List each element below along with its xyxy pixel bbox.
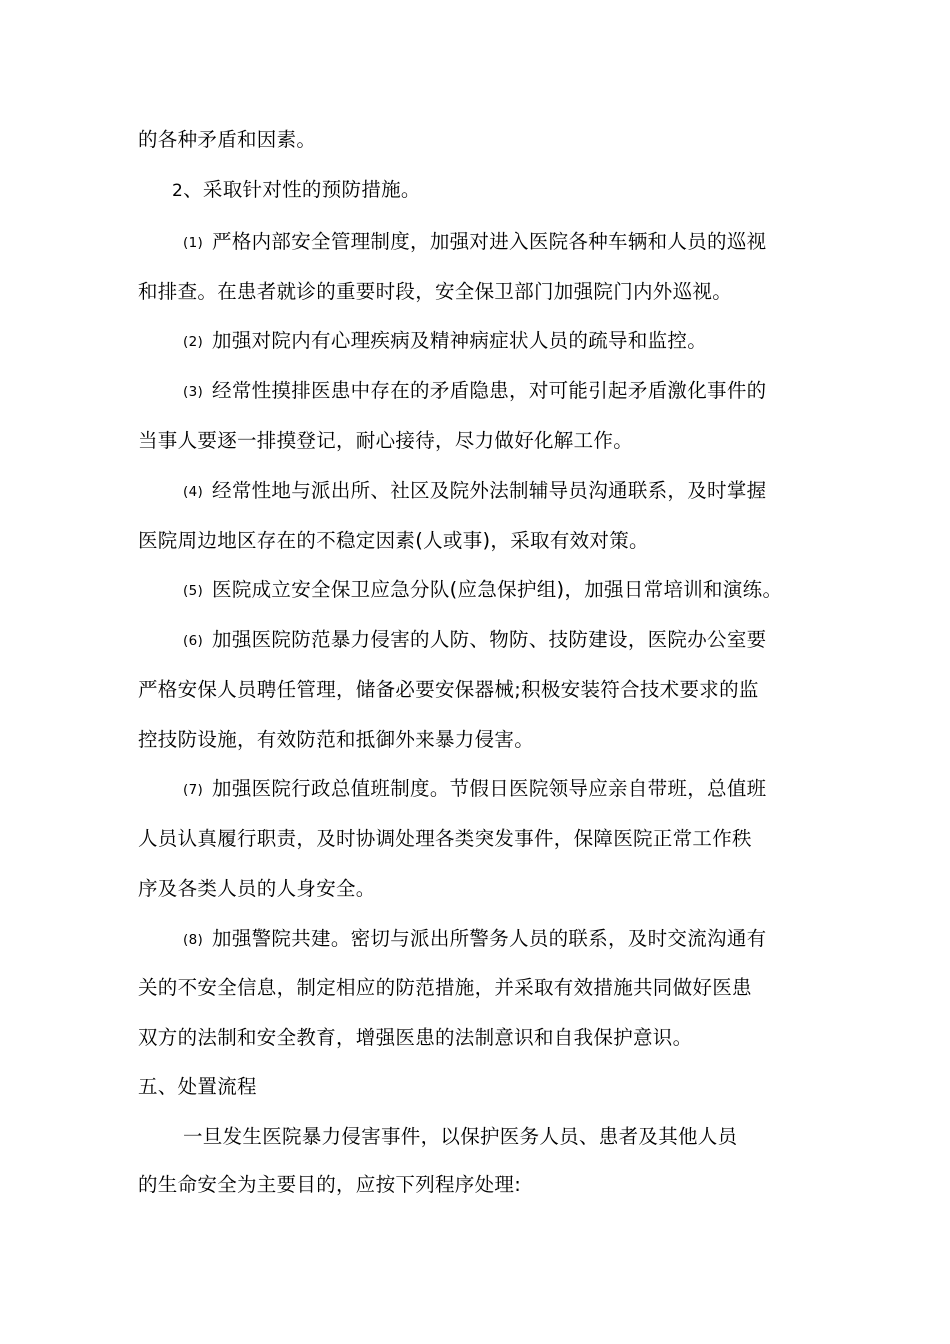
section5-heading (138, 1074, 257, 1100)
item-2-number: (2) (183, 334, 204, 350)
section5-line-2 (138, 1172, 521, 1198)
item-3-text-2: 当事人要逐一排摸登记，耐心接待，尽力做好化解工作。 (138, 429, 634, 452)
item-5-number: (5) (183, 583, 204, 599)
item-4-text-1: 经常性地与派出所、社区及院外法制辅导员沟通联系，及时掌握 (212, 479, 767, 502)
section2-title: 、采取针对性的预防措施。 (183, 178, 421, 201)
section2-number: 2 (172, 181, 184, 201)
section5-text-1: 一旦发生医院暴力侵害事件，以保护医务人员、患者及其他人员 (183, 1125, 738, 1148)
item-8-text-2: 关的不安全信息，制定相应的防范措施，并采取有效措施共同做好医患 (138, 976, 752, 999)
item-7-number: (7) (183, 782, 204, 798)
item-4-number: (4) (183, 484, 204, 500)
item-7-line-3 (138, 876, 376, 902)
item-1-number: (1) (183, 235, 204, 251)
item-8-line-1 (183, 926, 766, 954)
item-8-text-1: 加强警院共建。密切与派出所警务人员的联系，及时交流沟通有 (212, 927, 767, 950)
intro-tail-text: 的各种矛盾和因素。 (138, 128, 317, 151)
item-6-line-1 (183, 627, 766, 655)
item-4-line-2 (138, 528, 649, 554)
item-2-line-1 (183, 328, 707, 356)
item-5-line-1 (183, 577, 782, 605)
item-6-text-2: 严格安保人员聘任管理，储备必要安保器械;积极安装符合技术要求的监 (138, 678, 759, 701)
item-1-text-1: 严格内部安全管理制度，加强对进入医院各种车辆和人员的巡视 (212, 230, 767, 253)
item-1-text-2: 和排查。在患者就诊的重要时段，安全保卫部门加强院门内外巡视。 (138, 280, 733, 303)
section5-text-2: 的生命安全为主要目的，应按下列程序处理: (138, 1173, 522, 1196)
item-7-text-3: 序及各类人员的人身安全。 (138, 877, 376, 900)
item-5-text-1: 医院成立安全保卫应急分队(应急保护组)，加强日常培训和演练。 (212, 578, 783, 601)
item-3-number: (3) (183, 384, 204, 400)
item-6-text-3: 控技防设施，有效防范和抵御外来暴力侵害。 (138, 728, 535, 751)
item-3-line-2 (138, 428, 633, 454)
section5-line-1 (183, 1124, 737, 1150)
item-8-number: (8) (183, 932, 204, 948)
section2-heading (172, 177, 421, 204)
item-7-text-1: 加强医院行政总值班制度。节假日医院领导应亲自带班，总值班 (212, 777, 767, 800)
item-6-text-1: 加强医院防范暴力侵害的人防、物防、技防建设，医院办公室要 (212, 628, 767, 651)
item-1-line-2 (138, 279, 732, 305)
item-7-line-2 (138, 826, 752, 852)
item-4-text-2: 医院周边地区存在的不稳定因素(人或事)，采取有效对策。 (138, 529, 649, 552)
item-1-line-1 (183, 229, 766, 257)
intro-tail-line (138, 127, 316, 153)
item-6-number: (6) (183, 633, 204, 649)
item-4-line-1 (183, 478, 766, 506)
item-7-line-1 (183, 776, 766, 804)
item-8-line-2 (138, 975, 752, 1001)
item-7-text-2: 人员认真履行职责，及时协调处理各类突发事件，保障医院正常工作秩 (138, 827, 752, 850)
section5-heading-text: 五、处置流程 (138, 1075, 257, 1098)
item-3-line-1 (183, 378, 766, 406)
item-6-line-3 (138, 727, 534, 753)
item-3-text-1: 经常性摸排医患中存在的矛盾隐患，对可能引起矛盾激化事件的 (212, 379, 767, 402)
item-8-text-3: 双方的法制和安全教育，增强医患的法制意识和自我保护意识。 (138, 1026, 693, 1049)
item-6-line-2 (138, 677, 759, 703)
item-8-line-3 (138, 1025, 692, 1051)
item-2-text-1: 加强对院内有心理疾病及精神病症状人员的疏导和监控。 (212, 329, 708, 352)
